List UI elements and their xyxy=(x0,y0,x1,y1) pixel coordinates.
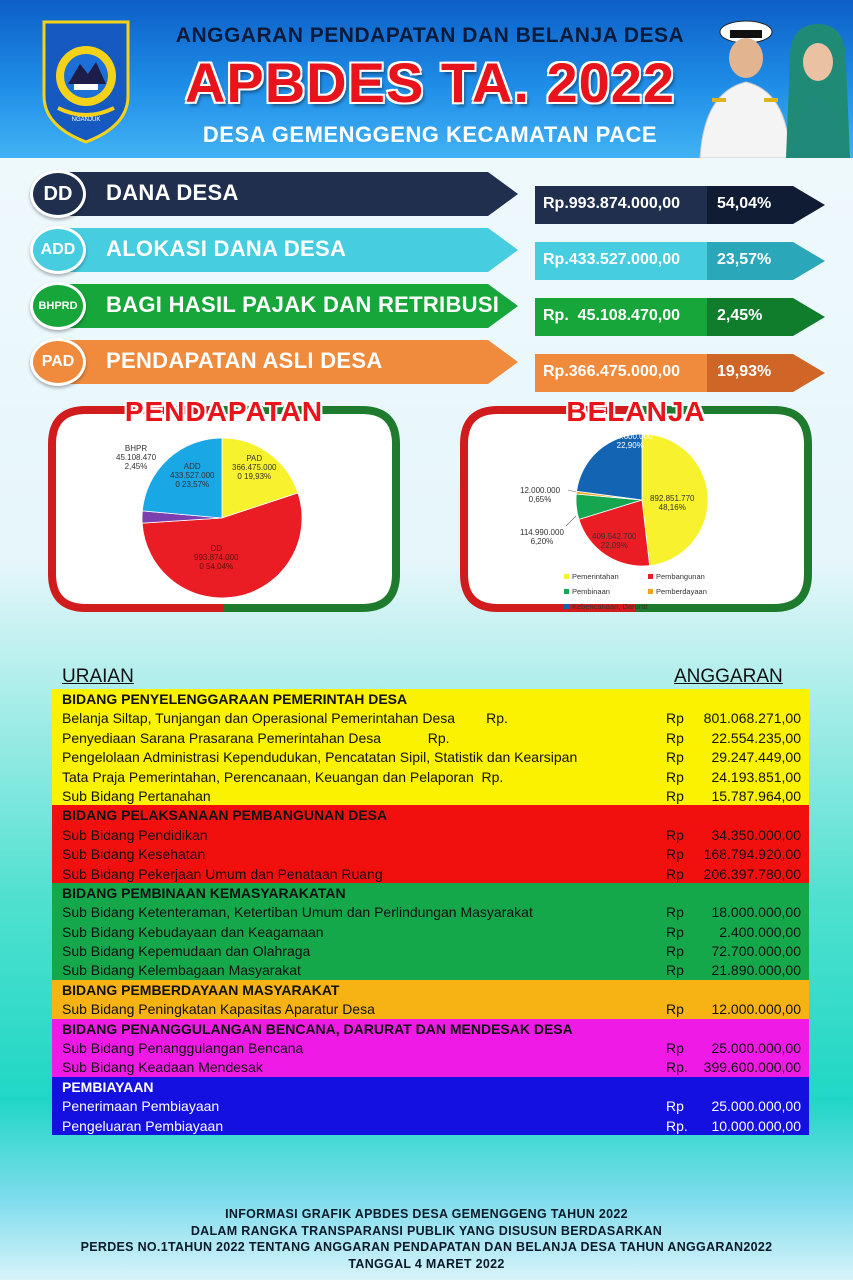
row-amount: 72.700.000,00 xyxy=(711,943,801,960)
belanja-chart-panel xyxy=(458,396,814,614)
revenue-abbr-badge: ADD xyxy=(30,226,86,274)
pie-label-kebencanaan-value: 424.600.000 xyxy=(608,432,653,441)
table-row xyxy=(52,728,809,747)
revenue-percent: 54,04% xyxy=(717,195,772,212)
pie-label-bhpr-name: BHPR xyxy=(124,444,148,453)
legend-label: Kebencanaan, Darurat xyxy=(572,602,648,611)
row-description: Sub Bidang Penanggulangan Bencana xyxy=(62,1040,304,1057)
pie-label-pembangunan-value: 409.542.700 xyxy=(592,532,637,541)
pendapatan-pie xyxy=(142,438,302,598)
pie-label-pembinaan-value: 114.990.000 xyxy=(520,528,564,537)
row-currency: Rp xyxy=(666,943,684,960)
legend-swatch xyxy=(564,604,569,609)
budget-section xyxy=(52,980,809,1019)
revenue-label: ALOKASI DANA DESA xyxy=(106,236,347,261)
legend-item-kebencanaan xyxy=(564,602,647,611)
row-currency: Rp xyxy=(666,1001,684,1018)
row-currency: Rp xyxy=(666,923,684,940)
row-amount: 12.000.000,00 xyxy=(711,1001,801,1018)
budget-section xyxy=(52,1077,809,1135)
pie-label-kebencanaan xyxy=(608,432,653,450)
row-currency: Rp xyxy=(666,1040,684,1057)
pie-label-add-name: ADD xyxy=(183,462,201,471)
row-amount: 22.554.235,00 xyxy=(711,729,801,746)
table-row xyxy=(52,767,809,786)
legend-item-pembangunan xyxy=(648,572,705,581)
pie-label-pad xyxy=(232,454,277,481)
row-currency: Rp xyxy=(666,826,684,843)
section-title-row xyxy=(52,1077,809,1096)
row-currency: Rp xyxy=(666,962,684,979)
row-description: Sub Bidang Kepemudaan dan Olahraga xyxy=(62,943,311,960)
page-title: APBDES TA. 2022 xyxy=(184,51,676,114)
emblem-text: NGANJUK xyxy=(71,117,101,123)
revenue-amount-box xyxy=(535,298,825,336)
section-title-row xyxy=(52,689,809,708)
revenue-row xyxy=(0,228,853,284)
section-title-row xyxy=(52,883,809,902)
revenue-label: PENDAPATAN ASLI DESA xyxy=(106,348,383,373)
row-currency: Rp xyxy=(666,787,684,804)
pie-label-pemberdayaan-pct: 0,65% xyxy=(528,495,552,504)
row-currency: Rp. xyxy=(666,1117,688,1134)
section-title: BIDANG PEMBERDAYAAN MASYARAKAT xyxy=(62,981,340,998)
revenue-amount-box xyxy=(535,242,825,280)
regency-emblem-icon xyxy=(38,18,134,144)
header-subtitle: ANGGARAN PENDAPATAN DAN BELANJA DESA xyxy=(175,24,685,47)
pie-label-pad-value: 366.475.000 xyxy=(232,463,277,472)
row-currency: Rp xyxy=(666,1098,684,1115)
row-amount: 2.400.000,00 xyxy=(719,923,801,940)
row-description: Tata Praja Pemerintahan, Perencanaan, Keuangan dan Pelaporan Rp. xyxy=(62,768,504,785)
pie-label-add-pct: 0 23,57% xyxy=(175,480,210,489)
row-description: Sub Bidang Peningkatan Kapasitas Aparatur Desa xyxy=(62,1001,375,1018)
row-description: Sub Bidang Kelembagaan Masyarakat xyxy=(62,962,301,979)
revenue-label: BAGI HASIL PAJAK DAN RETRIBUSI xyxy=(106,292,500,317)
revenue-amount-box xyxy=(535,186,825,224)
legend-swatch xyxy=(564,589,569,594)
budget-section xyxy=(52,689,809,805)
budget-table xyxy=(52,689,809,1135)
table-row xyxy=(52,999,809,1018)
pie-label-pemerintahan-value: 892.851.770 xyxy=(650,494,695,503)
row-amount: 25.000.000,00 xyxy=(711,1040,801,1057)
pie-label-pemberdayaan xyxy=(520,486,560,504)
pie-label-pemberdayaan-value: 12.000.000 xyxy=(520,486,561,495)
section-title: BIDANG PENYELENGGARAAN PEMERINTAH DESA xyxy=(62,691,408,707)
revenue-row xyxy=(0,340,853,396)
pendapatan-title: PENDAPATAN xyxy=(124,396,324,427)
table-row xyxy=(52,941,809,960)
row-amount: 801.068.271,00 xyxy=(703,710,801,727)
pie-label-pad-pct: 0 19,93% xyxy=(237,472,272,481)
row-description: Belanja Siltap, Tunjangan dan Operasional Pemerintahan Desa Rp. xyxy=(62,710,508,727)
row-description: Sub Bidang Pertanahan xyxy=(62,787,211,804)
officials-photo xyxy=(694,12,853,158)
footer-note xyxy=(0,1206,853,1272)
row-description: Sub Bidang Keadaan Mendesak xyxy=(62,1059,263,1076)
table-row xyxy=(52,1116,809,1135)
row-amount: 15.787.964,00 xyxy=(711,787,801,804)
row-currency: Rp xyxy=(666,904,684,921)
row-amount: 10.000.000,00 xyxy=(711,1117,801,1134)
revenue-bar xyxy=(48,284,518,328)
row-description: Pengeluaran Pembiayaan xyxy=(62,1117,224,1134)
section-title-row xyxy=(52,805,809,824)
table-row xyxy=(52,844,809,863)
footer-line-3: PERDES NO.1TAHUN 2022 TENTANG ANGGARAN PENDAPATAN DAN BELANJA DESA TAHUN ANGGARAN2022 xyxy=(80,1240,773,1254)
footer-line-1: INFORMASI GRAFIK APBDES DESA GEMENGGENG TAHUN 2022 xyxy=(225,1207,628,1221)
row-amount: 168.794.920,00 xyxy=(703,846,801,863)
legend-swatch xyxy=(648,574,653,579)
legend-swatch xyxy=(648,589,653,594)
row-description: Sub Bidang Pendidikan xyxy=(62,826,208,843)
budget-section xyxy=(52,1019,809,1077)
legend-swatch xyxy=(564,574,569,579)
row-amount: 25.000.000,00 xyxy=(711,1098,801,1115)
pie-label-dd-name: DD xyxy=(210,544,223,553)
row-currency: Rp xyxy=(666,768,684,785)
pie-label-pemerintahan xyxy=(650,494,695,512)
legend-item-pemberdayaan xyxy=(648,587,707,596)
revenue-percent: 23,57% xyxy=(717,251,772,268)
revenue-amount: Rp.366.475.000,00 xyxy=(543,363,680,380)
table-row xyxy=(52,708,809,727)
legend-label: Pemerintahan xyxy=(572,572,619,581)
row-currency: Rp xyxy=(666,846,684,863)
table-row xyxy=(52,864,809,883)
footer-line-2: DALAM RANGKA TRANSPARANSI PUBLIK YANG DISUSUN BERDASARKAN xyxy=(190,1223,663,1238)
pie-label-pembinaan xyxy=(520,528,564,546)
legend-label: Pemberdayaan xyxy=(656,587,707,596)
row-description: Sub Bidang Ketenteraman, Ketertiban Umum dan Perlindungan Masyarakat xyxy=(62,904,533,921)
legend-item-pemerintahan xyxy=(564,572,619,581)
table-header-uraian: URAIAN xyxy=(62,666,134,687)
revenue-percent: 2,45% xyxy=(717,307,763,324)
revenue-bar xyxy=(48,172,518,216)
revenue-amount: Rp. 45.108.470,00 xyxy=(543,307,680,324)
revenue-label: DANA DESA xyxy=(106,180,239,205)
revenue-row xyxy=(0,284,853,340)
section-title: BIDANG PEMBINAAN KEMASYARAKATAN xyxy=(62,884,346,901)
table-row xyxy=(52,1038,809,1057)
row-amount: 29.247.449,00 xyxy=(711,749,801,766)
table-row xyxy=(52,747,809,766)
legend-label: Pembinaan xyxy=(572,587,610,596)
section-title: BIDANG PENANGGULANGAN BENCANA, DARURAT DAN MENDESAK DESA xyxy=(62,1020,573,1037)
header-banner xyxy=(0,0,853,158)
pie-label-add xyxy=(170,462,215,489)
legend-item-pembinaan xyxy=(564,587,610,596)
pie-label-bhpr xyxy=(116,444,156,471)
pie-label-bhpr-value: 45.108.470 xyxy=(116,453,157,462)
footer-line-4: TANGGAL 4 MARET 2022 xyxy=(348,1256,505,1271)
row-description: Sub Bidang Kesehatan xyxy=(62,846,206,863)
table-header-anggaran: ANGGARAN xyxy=(674,666,783,687)
revenue-bar xyxy=(48,228,518,272)
row-currency: Rp xyxy=(666,865,684,882)
table-row xyxy=(52,825,809,844)
revenue-abbr-badge: DD xyxy=(30,170,86,218)
pie-label-pembinaan-pct: 6,20% xyxy=(530,537,554,546)
row-amount: 206.397.780,00 xyxy=(703,865,801,882)
revenue-row xyxy=(0,172,853,228)
section-title-row xyxy=(52,1019,809,1038)
row-currency: Rp xyxy=(666,729,684,746)
row-description: Penyediaan Sarana Prasarana Pemerintahan Desa Rp. xyxy=(62,729,450,746)
table-row xyxy=(52,902,809,921)
revenue-bar xyxy=(48,340,518,384)
row-description: Sub Bidang Kebudayaan dan Keagamaan xyxy=(62,923,324,940)
pie-label-pembangunan xyxy=(592,532,637,550)
pie-label-dd xyxy=(194,544,239,571)
budget-section xyxy=(52,883,809,980)
row-amount: 24.193.851,00 xyxy=(711,768,801,785)
pendapatan-frame xyxy=(46,404,402,614)
pie-label-pad-name: PAD xyxy=(246,454,263,463)
budget-section xyxy=(52,805,809,883)
revenue-amount: Rp.433.527.000,00 xyxy=(543,251,680,268)
belanja-title: BELANJA xyxy=(566,396,706,427)
section-title-row xyxy=(52,980,809,999)
revenue-abbr-badge: PAD xyxy=(30,338,86,386)
section-title: PEMBIAYAAN xyxy=(62,1078,154,1095)
revenue-amount: Rp.993.874.000,00 xyxy=(543,195,680,212)
table-row xyxy=(52,786,809,805)
row-description: Penerimaan Pembiayaan xyxy=(62,1098,220,1115)
row-amount: 399.600.000,00 xyxy=(703,1059,801,1076)
row-amount: 18.000.000,00 xyxy=(711,904,801,921)
row-description: Sub Bidang Pekerjaan Umum dan Penataan Ruang xyxy=(62,865,383,882)
pendapatan-chart-panel xyxy=(46,396,402,614)
section-title: BIDANG PELAKSANAAN PEMBANGUNAN DESA xyxy=(62,807,388,824)
pie-label-kebencanaan-pct: 22,90% xyxy=(616,441,644,450)
row-amount: 21.890.000,00 xyxy=(711,962,801,979)
row-currency: Rp. xyxy=(666,1059,688,1076)
table-row xyxy=(52,1057,809,1076)
revenue-amount-box xyxy=(535,354,825,392)
table-row xyxy=(52,1096,809,1115)
legend-label: Pembangunan xyxy=(656,572,705,581)
village-name: DESA GEMENGGENG KECAMATAN PACE xyxy=(202,122,658,147)
pie-label-pemerintahan-pct: 48,16% xyxy=(658,503,686,512)
row-description: Pengelolaan Administrasi Kependudukan, Pencatatan Sipil, Statistik dan Kearsipan xyxy=(62,749,578,766)
row-currency: Rp xyxy=(666,749,684,766)
table-row xyxy=(52,960,809,979)
table-row xyxy=(52,922,809,941)
row-currency: Rp xyxy=(666,710,684,727)
pie-label-pembangunan-pct: 22,09% xyxy=(600,541,628,550)
pie-label-bhpr-pct: 2,45% xyxy=(124,462,148,471)
pie-label-dd-pct: 0 54,04% xyxy=(199,562,234,571)
row-amount: 34.350.000,00 xyxy=(711,826,801,843)
pie-label-dd-value: 993.874.000 xyxy=(194,553,239,562)
pie-label-add-value: 433.527.000 xyxy=(170,471,215,480)
revenue-percent: 19,93% xyxy=(717,363,772,380)
revenue-abbr-badge: BHPRD xyxy=(30,282,86,330)
